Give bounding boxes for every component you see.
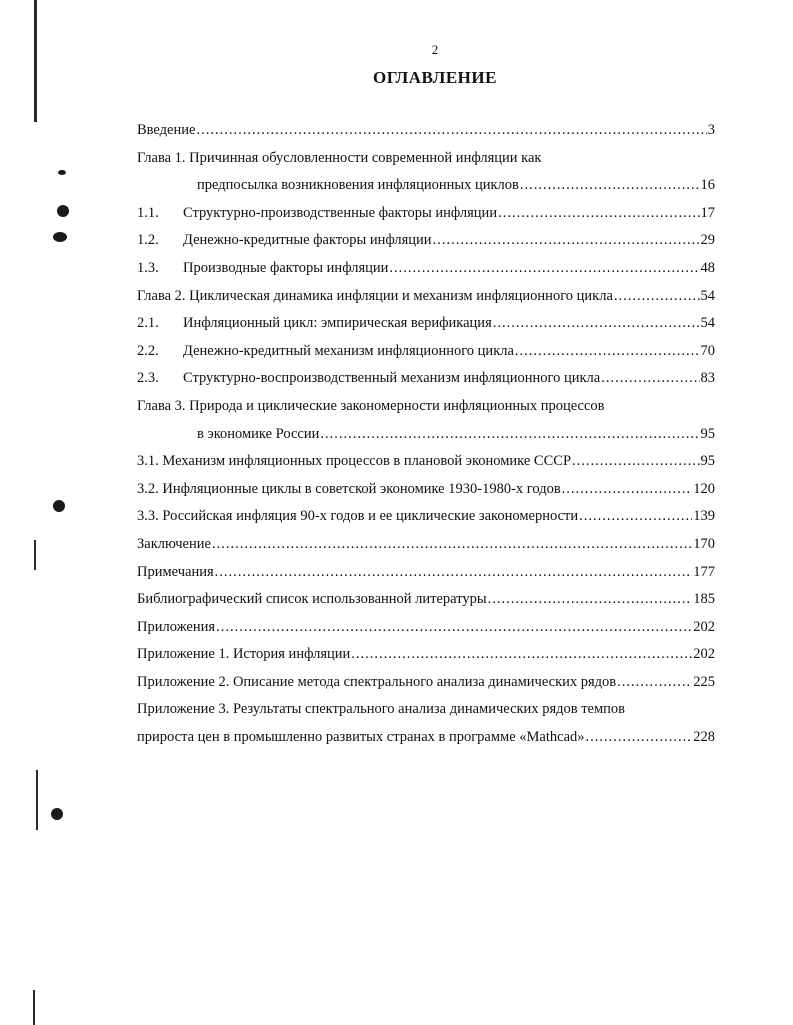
toc-entry-page: 29	[700, 232, 715, 249]
binding-line	[34, 0, 37, 122]
toc-entry	[137, 729, 715, 757]
dot-leader	[617, 674, 692, 691]
dot-leader	[389, 260, 699, 277]
toc-entry-label: Библиографический список использованной литературы	[137, 591, 487, 608]
toc-entry-label: Приложение 3. Результаты спектрального анализа динамических рядов темпов	[137, 701, 626, 718]
toc-entry-number: 2.1.	[137, 315, 159, 332]
toc-entry-number: 1.1.	[137, 204, 159, 221]
dot-leader	[498, 205, 699, 222]
toc-entry-number: 2.2.	[137, 342, 159, 359]
toc-entry-page: 16	[700, 177, 715, 194]
toc-entry-label: Денежно-кредитные факторы инфляции	[183, 232, 432, 249]
dot-leader	[572, 453, 699, 470]
dot-leader	[586, 729, 693, 746]
toc-entry-label: Глава 2. Циклическая динамика инфляции и механизм инфляционного цикла	[137, 287, 613, 304]
toc-entry-label: Инфляционный цикл: эмпирическая верификация	[183, 315, 492, 332]
toc-entry	[137, 619, 715, 647]
toc-entry	[137, 232, 715, 260]
toc-entry-label: 3.1. Механизм инфляционных процессов в плановой экономике СССР	[137, 453, 572, 470]
dot-leader	[212, 536, 692, 553]
dot-leader	[216, 619, 692, 636]
toc-entry	[137, 343, 715, 371]
toc-entry	[137, 508, 715, 536]
toc-entry	[137, 177, 715, 205]
toc-entry-page: 48	[700, 259, 715, 276]
toc-entry	[137, 150, 715, 178]
binding-line	[34, 540, 36, 570]
toc-entry-label: прироста цен в промышленно развитых странах в программе «Mathcad»	[137, 729, 585, 746]
toc-entry-number: 1.2.	[137, 232, 159, 249]
dot-leader	[614, 288, 700, 305]
toc-entry	[137, 398, 715, 426]
punch-hole-mark	[53, 232, 67, 242]
dot-leader	[488, 591, 693, 608]
toc-entry-number: 2.3.	[137, 370, 159, 387]
toc-entry-label: 3.2. Инфляционные циклы в советской экономике 1930-1980-х годов	[137, 480, 561, 497]
page-number: 2	[431, 42, 439, 57]
toc-entry-label: Примечания	[137, 563, 214, 580]
toc-entry-page: 202	[693, 646, 715, 663]
toc-entry-number: 1.3.	[137, 259, 159, 276]
toc-entry-label: в экономике России	[197, 425, 320, 442]
toc-entry-page: 185	[693, 591, 715, 608]
toc-entry-label: Заключение	[137, 535, 211, 552]
punch-hole-mark	[51, 808, 63, 820]
toc-entry	[137, 426, 715, 454]
punch-hole-mark	[57, 205, 69, 217]
toc-entry-page: 202	[693, 618, 715, 635]
toc-entry	[137, 591, 715, 619]
toc-entry	[137, 122, 715, 150]
toc-entry-label: Денежно-кредитный механизм инфляционного цикла	[183, 342, 514, 359]
toc-entry	[137, 536, 715, 564]
dot-leader	[520, 177, 700, 194]
binding-line	[36, 770, 38, 830]
toc-entry-label: Введение	[137, 122, 196, 138]
toc-entry	[137, 260, 715, 288]
toc-entry-label: Приложения	[137, 618, 216, 635]
toc-entry	[137, 701, 715, 729]
dot-leader	[351, 646, 692, 663]
toc-entry-page: 225	[693, 673, 715, 690]
toc-entry-page: 95	[700, 453, 715, 470]
toc-entry-page: 54	[700, 315, 715, 332]
binding-line	[33, 990, 35, 1025]
toc-entry-page: 17	[700, 204, 715, 221]
toc-entry-label: Структурно-производственные факторы инфляции	[183, 204, 498, 221]
toc-entry-page: 3	[707, 122, 715, 138]
toc-entry-label: Приложение 1. История инфляции	[137, 646, 351, 663]
toc-entry-page: 177	[693, 563, 715, 580]
dot-leader	[215, 564, 693, 581]
toc-entry	[137, 370, 715, 398]
toc-entry-label: Структурно-воспроизводственный механизм инфляционного цикла	[183, 370, 601, 387]
toc-entry-page: 54	[700, 287, 715, 304]
toc-entry-label: предпосылка возникновения инфляционных циклов	[197, 177, 519, 194]
dot-leader	[579, 508, 692, 525]
page-title: ОГЛАВЛЕНИЕ	[373, 68, 497, 87]
toc-entry	[137, 205, 715, 233]
toc-entry-label: Глава 1. Причинная обусловленности современной инфляции как	[137, 149, 542, 166]
dot-leader	[196, 122, 706, 139]
toc-entry	[137, 564, 715, 592]
punch-hole-mark	[58, 170, 66, 175]
toc-entry-page: 120	[693, 480, 715, 497]
toc-entry-label: Приложение 2. Описание метода спектрального анализа динамических рядов	[137, 673, 617, 690]
toc-entry-label: Глава 3. Природа и циклические закономерности инфляционных процессов	[137, 397, 605, 414]
punch-hole-mark	[53, 500, 65, 512]
toc-entry-page: 95	[700, 425, 715, 442]
toc-entry-page: 139	[693, 508, 715, 525]
toc-entry	[137, 453, 715, 481]
toc-entry-page: 228	[693, 729, 715, 746]
toc-entry-label: 3.3. Российская инфляция 90-х годов и ее циклические закономерности	[137, 508, 579, 525]
table-of-contents	[137, 122, 715, 757]
toc-entry-label: Производные факторы инфляции	[183, 259, 389, 276]
toc-entry-page: 83	[700, 370, 715, 387]
toc-entry	[137, 674, 715, 702]
toc-entry-page: 70	[700, 342, 715, 359]
toc-entry	[137, 315, 715, 343]
dot-leader	[515, 343, 700, 360]
dot-leader	[320, 426, 699, 443]
dot-leader	[493, 315, 700, 332]
dot-leader	[562, 481, 693, 498]
toc-entry-page: 170	[693, 535, 715, 552]
dot-leader	[433, 232, 700, 249]
toc-entry	[137, 288, 715, 316]
dot-leader	[601, 370, 699, 387]
toc-entry	[137, 646, 715, 674]
toc-entry	[137, 481, 715, 509]
